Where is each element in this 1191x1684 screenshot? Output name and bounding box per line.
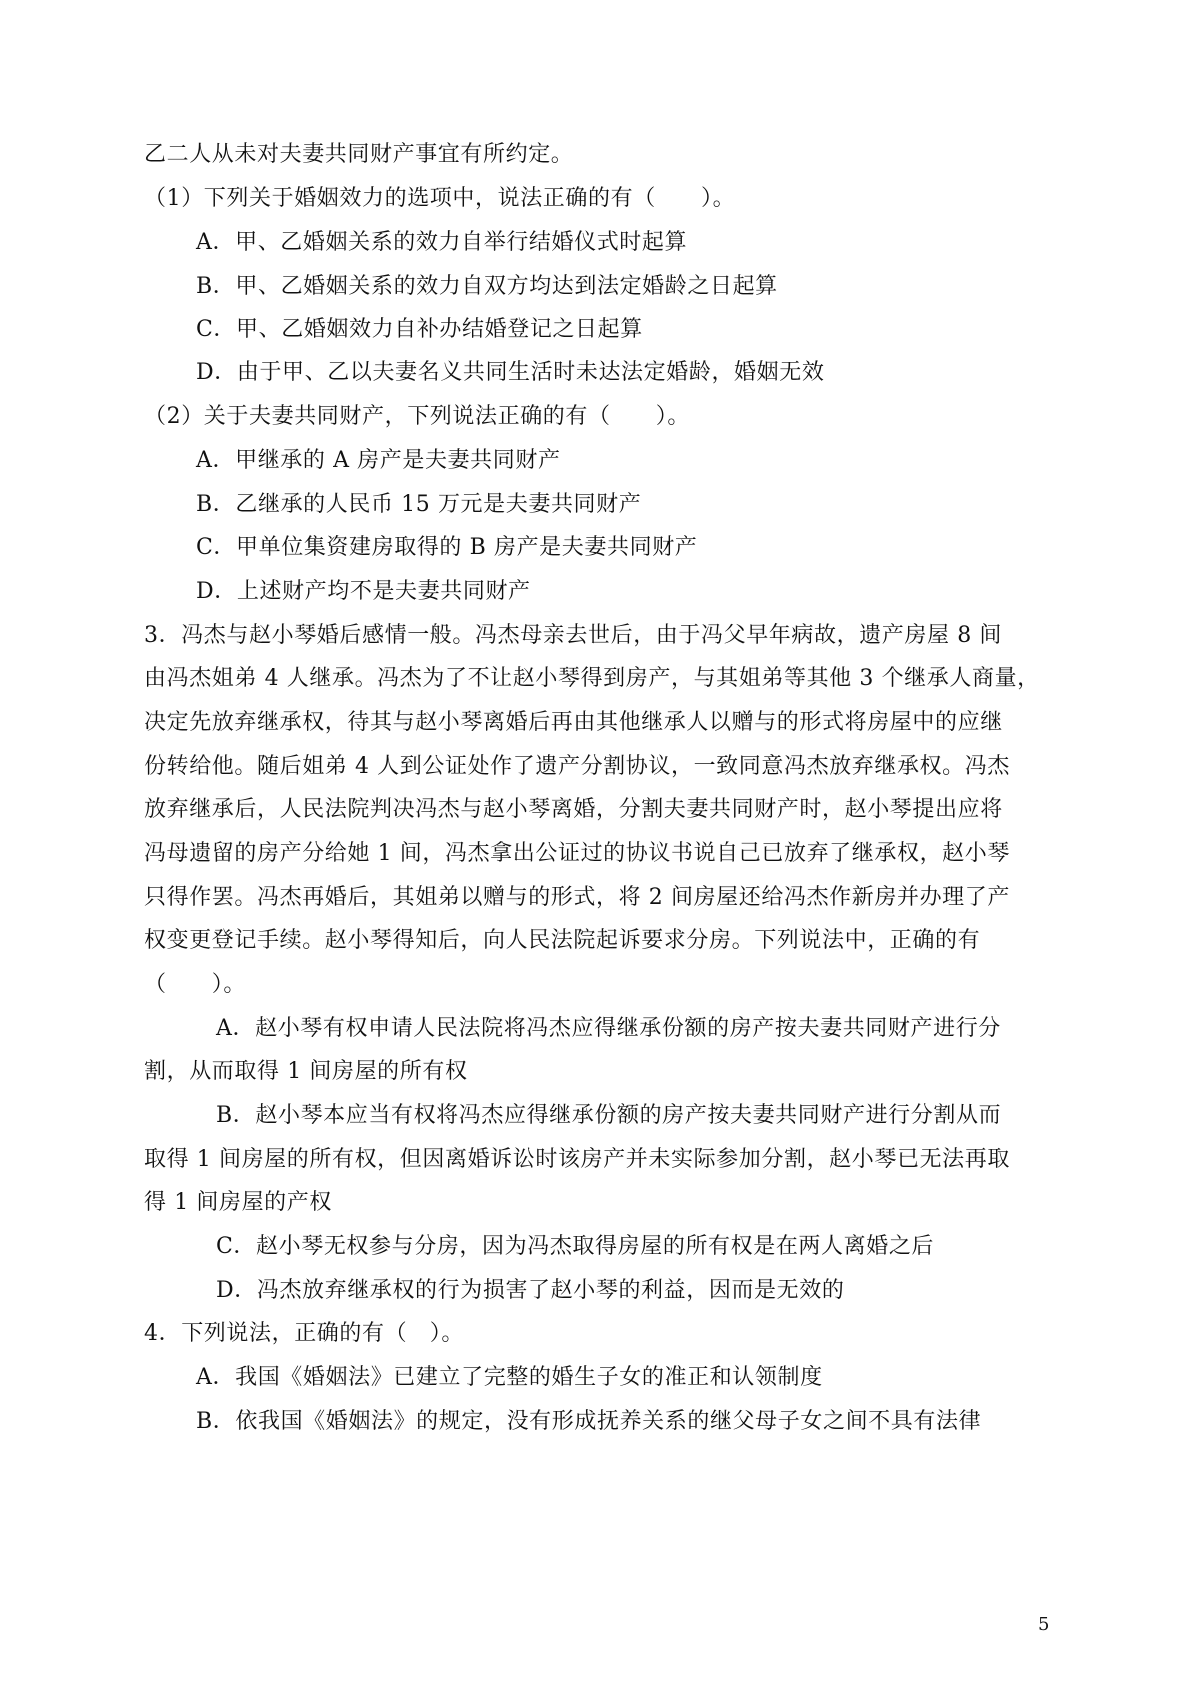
option-b: B．甲、乙婚姻关系的效力自双方均达到法定婚龄之日起算 [196, 274, 778, 299]
option-c: C．甲单位集资建房取得的 B 房产是夫妻共同财产 [196, 535, 698, 560]
option-b-continued: 取得 1 间房屋的所有权，但因离婚诉讼时该房产并未实际参加分割，赵小琴已无法再取 [144, 1147, 1010, 1172]
question-3-text: 份转给他。随后姐弟 4 人到公证处作了遗产分割协议，一致同意冯杰放弃继承权。冯杰 [144, 754, 1010, 779]
option-c: C．赵小琴无权参与分房，因为冯杰取得房屋的所有权是在两人离婚之后 [216, 1234, 935, 1259]
page-number: 5 [1038, 1614, 1050, 1635]
question-3-text: 由冯杰姐弟 4 人继承。冯杰为了不让赵小琴得到房产，与其姐弟等其他 3 个继承人商量， [144, 666, 1040, 691]
option-a: A．赵小琴有权申请人民法院将冯杰应得继承份额的房产按夫妻共同财产进行分 [216, 1016, 1001, 1041]
option-a-continued: 割，从而取得 1 间房屋的所有权 [144, 1059, 468, 1084]
question-4-stem: 4．下列说法，正确的有（ ）。 [144, 1321, 464, 1346]
option-c: C．甲、乙婚姻效力自补办结婚登记之日起算 [196, 317, 643, 342]
option-d: D．上述财产均不是夫妻共同财产 [196, 579, 531, 604]
question-3-text: 只得作罢。冯杰再婚后，其姐弟以赠与的形式，将 2 间房屋还给冯杰作新房并办理了产 [144, 885, 1010, 910]
text-line: 乙二人从未对夫妻共同财产事宜有所约定。 [144, 142, 574, 167]
option-a: A．甲、乙婚姻关系的效力自举行结婚仪式时起算 [196, 230, 688, 255]
option-d: D．冯杰放弃继承权的行为损害了赵小琴的利益，因而是无效的 [216, 1278, 845, 1303]
question-3-text: 权变更登记手续。赵小琴得知后，向人民法院起诉要求分房。下列说法中，正确的有 [144, 928, 981, 953]
question-3-blank: （ ）。 [144, 972, 247, 997]
question-3-text: 3．冯杰与赵小琴婚后感情一般。冯杰母亲去世后，由于冯父早年病故，遗产房屋 8 间 [144, 623, 1002, 648]
option-d: D．由于甲、乙以夫妻名义共同生活时未达法定婚龄，婚姻无效 [196, 360, 825, 385]
option-a: A．甲继承的 A 房产是夫妻共同财产 [196, 448, 561, 473]
option-b: B．乙继承的人民币 15 万元是夫妻共同财产 [196, 492, 642, 517]
question-3-text: 冯母遗留的房产分给她 1 间，冯杰拿出公证过的协议书说自己已放弃了继承权，赵小琴 [144, 841, 1010, 866]
question-3-text: 放弃继承后，人民法院判决冯杰与赵小琴离婚，分割夫妻共同财产时，赵小琴提出应将 [144, 797, 1003, 822]
question-2-1-stem: （1）下列关于婚姻效力的选项中，说法正确的有（ ）。 [144, 186, 736, 211]
option-a: A．我国《婚姻法》已建立了完整的婚生子女的准正和认领制度 [196, 1365, 823, 1390]
question-3-text: 决定先放弃继承权，待其与赵小琴离婚后再由其他继承人以赠与的形式将房屋中的应继 [144, 710, 1003, 735]
option-b-continued: 得 1 间房屋的产权 [144, 1190, 332, 1215]
option-b: B．赵小琴本应当有权将冯杰应得继承份额的房产按夫妻共同财产进行分割从而 [216, 1103, 1002, 1128]
option-b: B．依我国《婚姻法》的规定，没有形成抚养关系的继父母子女之间不具有法律 [196, 1409, 982, 1434]
question-2-2-stem: （2）关于夫妻共同财产，下列说法正确的有（ ）。 [144, 404, 690, 429]
